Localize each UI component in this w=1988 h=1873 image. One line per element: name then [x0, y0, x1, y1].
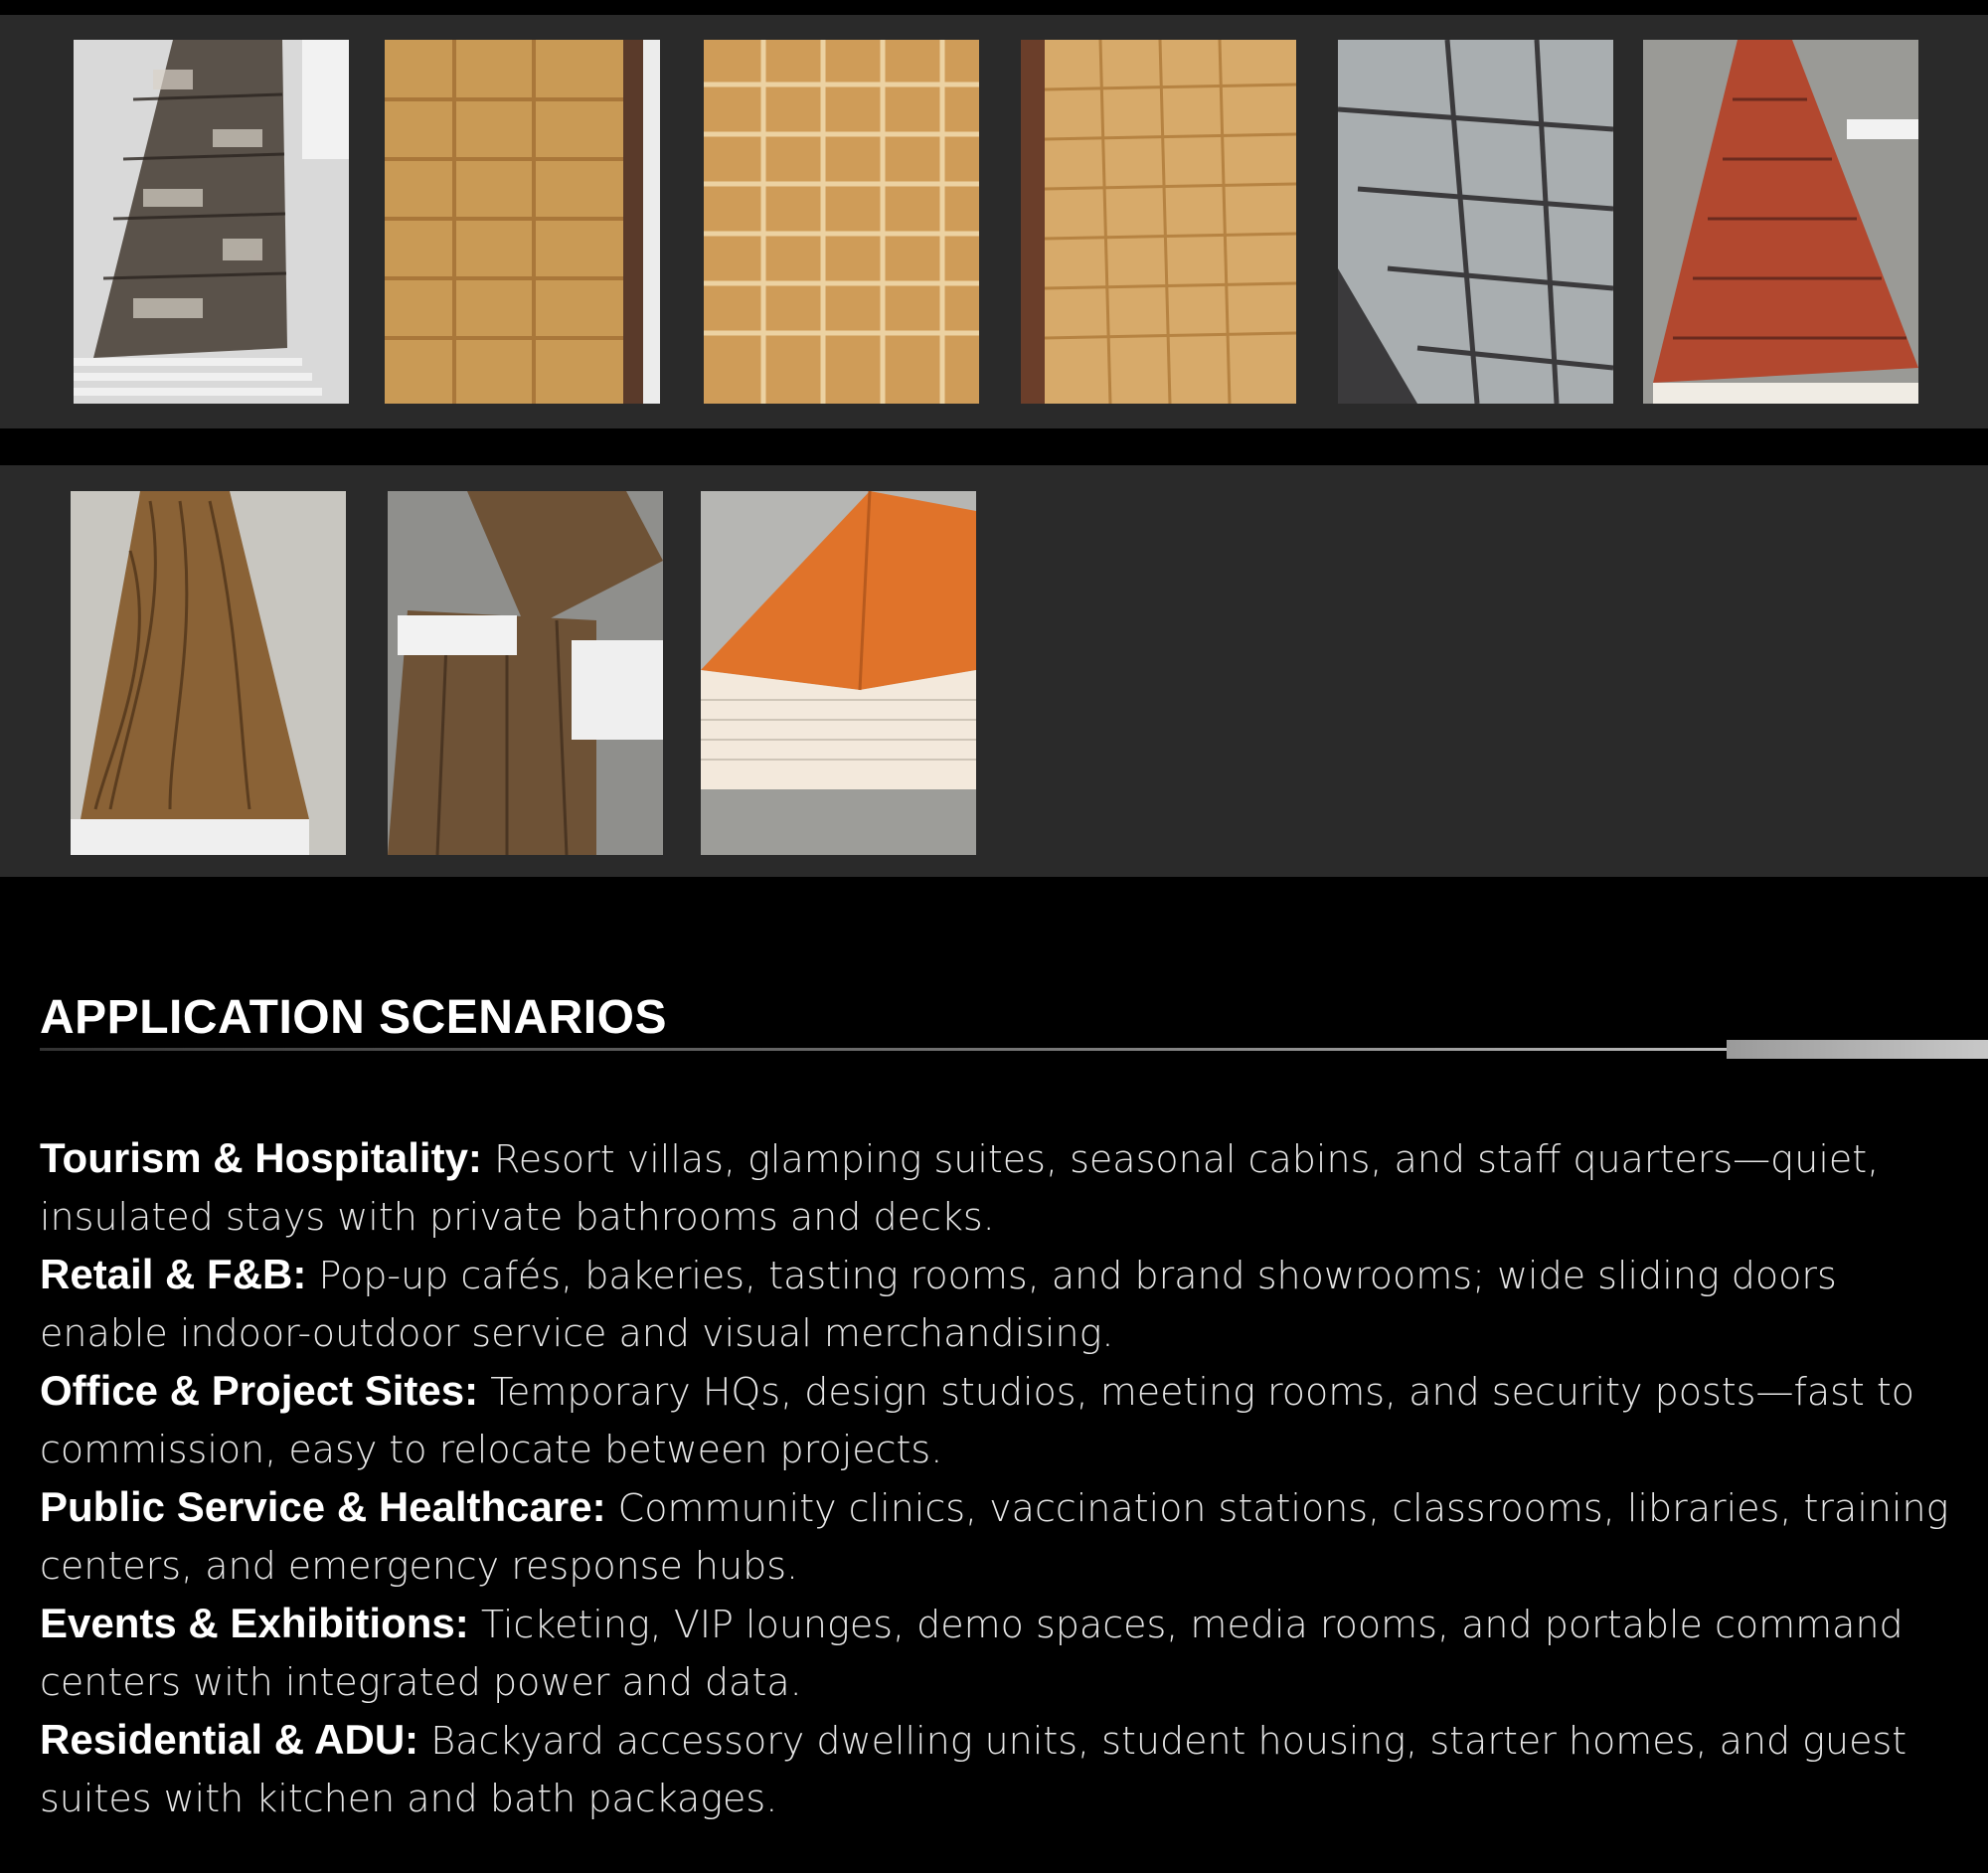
- orange-panel-image: [701, 491, 976, 855]
- scenario-item: [40, 1246, 1968, 1362]
- scenario-list: [40, 1129, 1968, 1827]
- scenario-label: Public Service & Healthcare:: [40, 1483, 606, 1530]
- grey-stone-panel-image: [1338, 40, 1613, 404]
- scenario-text: Backyard accessory dwelling units, student housing, starter homes, and guest suites with kitchen and bath packages.: [40, 1719, 1907, 1820]
- scenario-text: Resort villas, glamping suites, seasonal cabins, and staff quarters—quiet, insulated stays with private bathrooms and decks.: [40, 1137, 1880, 1239]
- divider-accent: [1727, 1040, 1988, 1059]
- scenario-label: Retail & F&B:: [40, 1251, 307, 1297]
- tan-brick-panel-image: [1021, 40, 1296, 404]
- title-divider: [40, 1048, 1730, 1051]
- scenario-item: [40, 1362, 1968, 1478]
- scenario-item: [40, 1711, 1968, 1827]
- red-brick-panel-image: [1643, 40, 1918, 404]
- scenario-label: Events & Exhibitions:: [40, 1600, 469, 1646]
- woodgrain-panel-light-image: [71, 491, 346, 855]
- scenario-text: Temporary HQs, design studios, meeting rooms, and security posts—fast to commission, easy to relocate between projects.: [40, 1370, 1915, 1471]
- gold-brick-panel-wide-image: [385, 40, 660, 404]
- stone-pattern-panel-image: [74, 40, 349, 404]
- scenario-item: [40, 1478, 1968, 1595]
- gold-brick-panel-narrow-image: [704, 40, 979, 404]
- scenario-item: [40, 1595, 1968, 1711]
- scenario-text: Ticketing, VIP lounges, demo spaces, media rooms, and portable command centers with integrated power and data.: [40, 1603, 1904, 1704]
- scenario-label: Tourism & Hospitality:: [40, 1134, 482, 1181]
- scenario-text: Community clinics, vaccination stations, classrooms, libraries, training centers, and emergency response hubs.: [40, 1486, 1949, 1588]
- scenario-item: [40, 1129, 1968, 1246]
- woodgrain-panel-dark-image: [388, 491, 663, 855]
- scenario-text: Pop-up cafés, bakeries, tasting rooms, and brand showrooms; wide sliding doors enable indoor-outdoor service and visual merchandising.: [40, 1254, 1837, 1355]
- section-title: APPLICATION SCENARIOS: [40, 991, 667, 1044]
- scenario-label: Residential & ADU:: [40, 1716, 419, 1763]
- scenario-label: Office & Project Sites:: [40, 1367, 479, 1414]
